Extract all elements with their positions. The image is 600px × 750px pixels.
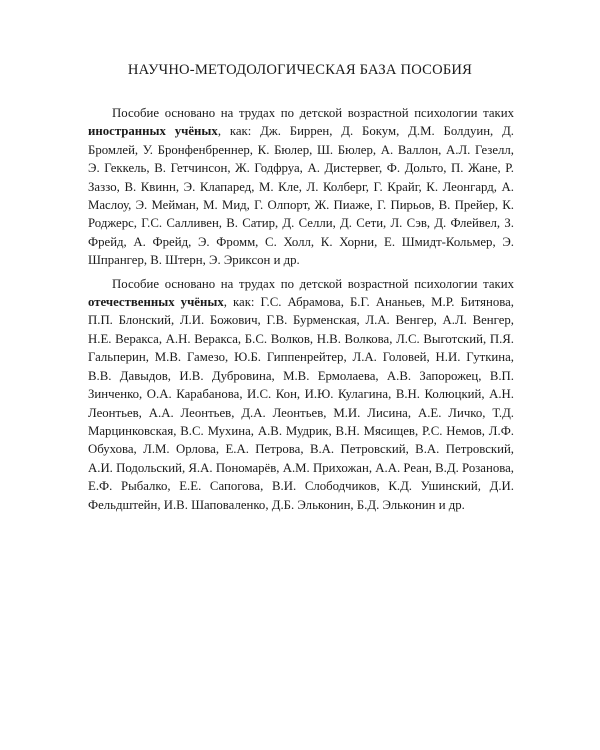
domestic-scholars-paragraph bbox=[88, 275, 514, 514]
domestic-paragraph-lead: Пособие основано на трудах по детской возрастной психологии таких bbox=[112, 276, 514, 291]
page-body bbox=[88, 104, 514, 519]
foreign-scholars-emphasis: иностранных учёных bbox=[88, 124, 218, 139]
domestic-scholars-list: , как: Г.С. Абрамова, Б.Г. Ананьев, М.Р. Битянова, П.П. Блонский, Л.И. Божович, Г.В. Бурменская, Л.А. Венгер, А.Л. Венгер, Н.Е. Веракса, А.Н. Веракса, Б.С. Волков, Н.В. Волкова, Л.С. Выготский, П.Я. Гальперин, М.В. Гамезо, Ю.Б. Гиппенрейтер, Л.А. Головей, Н.И. Гуткина, В.В. Давыдов, И.В. Дубровина, М.В. Ермолаева, А.В. Запорожец, В.П. Зинченко, О.А. Карабанова, И.С. Кон, И.Ю. Кулагина, В.Н. Колюцкий, А.Н. Леонтьев, А.А. Леонтьев, Д.А. Леонтьев, М.И. Лисина, А.Е. Личко, Т.Д. Марцинковская, В.С. Мухина, А.В. Мудрик, В.Н. Мясищев, Р.С. Немов, Л.Ф. Обухова, Л.М. Орлова, Е.А. Петрова, В.А. Петровский, В.А. Петровский, А.И. Подольский, Я.А. Пономарёв, А.М. Прихожан, А.А. Реан, В.Д. Розанова, Е.Ф. Рыбалко, Е.Е. Сапогова, В.И. Слободчиков, К.Д. Ушинский, Д.И. Фельдштейн, И.В. Шаповаленко, Д.Б. Эльконин, Б.Д. Эльконин и др. bbox=[88, 295, 515, 512]
domestic-scholars-emphasis: отечественных учёных bbox=[88, 295, 224, 310]
foreign-scholars-paragraph bbox=[88, 104, 514, 270]
page-title: НАУЧНО-МЕТОДОЛОГИЧЕСКАЯ БАЗА ПОСОБИЯ bbox=[127, 62, 473, 78]
foreign-scholars-list: , как: Дж. Биррен, Д. Бокум, Д.М. Болдуин, Д. Бромлей, У. Бронфенбреннер, К. Бюлер, Ш. Бюлер, А. Валлон, А.Л. Гезелл, Э. Геккель, В. Гетчинсон, Ж. Годфруа, А. Дистервег, Ф. Дольто, П. Жане, Р. Заззо, В. Квинн, Э. Клапаред, М. Кле, Л. Колберг, Г. Крайг, К. Леонгард, А. Маслоу, Э. Мейман, М. Мид, Г. Олпорт, Ж. Пиаже, Г. Пирьов, В. Прейер, К. Роджерс, Г.С. Салливен, В. Сатир, Д. Селли, Д. Сети, Л. Сэв, Д. Флейвел, З. Фрейд, А. Фрейд, Э. Фромм, С. Холл, К. Хорни, Е. Шмидт-Кольмер, Э. Шпрангер, В. Штерн, Э. Эриксон и др. bbox=[88, 124, 514, 268]
foreign-paragraph-lead: Пособие основано на трудах по детской возрастной психологии таких bbox=[112, 106, 514, 120]
